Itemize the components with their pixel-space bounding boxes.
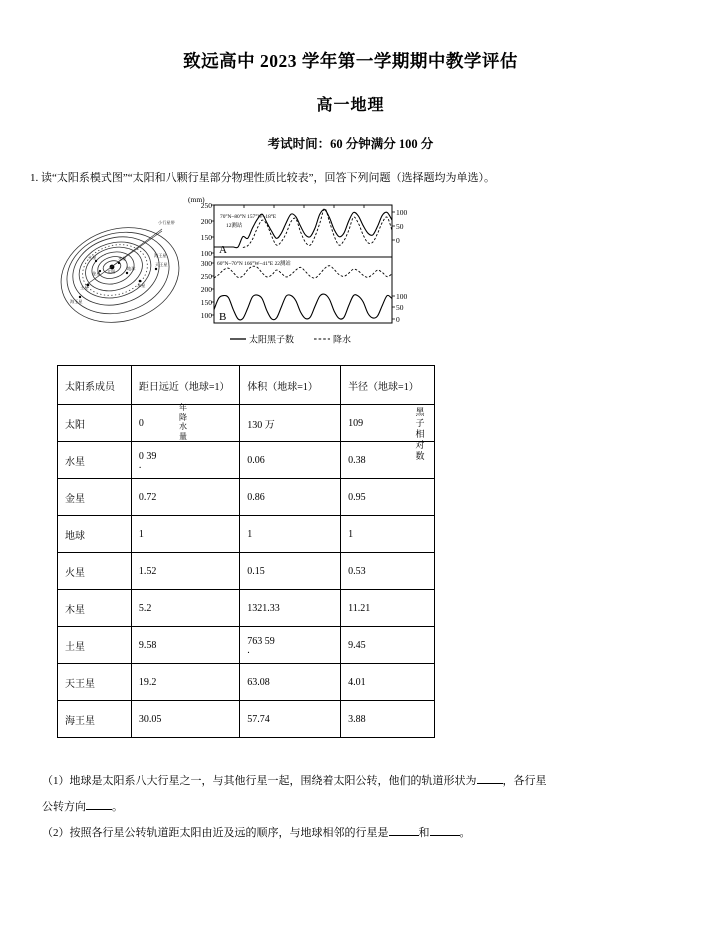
label-mars: 火星 [88, 255, 97, 260]
cell-member: 地球 [58, 516, 132, 553]
cell-distance: 5.2 [131, 590, 239, 627]
table-row [58, 627, 435, 664]
cell-distance: 0 39 . [131, 442, 239, 479]
sun-label: 太阳 [107, 269, 116, 274]
chart-series-sunspot-panel-B [214, 294, 392, 320]
legend-label-sunspot: 太阳黑子数 [249, 334, 295, 345]
table-header-cell: 半径（地球=1） [341, 366, 435, 405]
table-row [58, 590, 435, 627]
sub-question-2-part2: 和 [418, 827, 430, 839]
svg-text:250: 250 [200, 272, 212, 281]
cell-radius: 4.01 [341, 664, 435, 701]
svg-text:200: 200 [200, 285, 212, 294]
svg-text:150: 150 [200, 298, 212, 307]
sub-question-1-part1: 地球是太阳系八大行星之一，与其他行星一起，围绕着太阳公转，他们的轨道形状为 [69, 775, 477, 787]
table-row [58, 701, 435, 738]
svg-text:250: 250 [200, 201, 212, 210]
sub-question-1-part4: 。 [112, 801, 123, 813]
chart-ylabel: 年降水量 [179, 403, 187, 441]
panel-b-label: B [219, 311, 227, 323]
planet-properties-table [57, 365, 435, 738]
label-saturn: 土星 [80, 285, 89, 290]
table-header-row [58, 366, 435, 405]
cell-radius: 3.88 [341, 701, 435, 738]
label-uranus: 天王星 [155, 262, 168, 267]
table-row [58, 442, 435, 479]
cell-radius: 0.95 [341, 479, 435, 516]
chart-y2label: 黑子相对数 [415, 407, 425, 461]
panel-b-y2ticks [396, 292, 408, 324]
svg-text:0: 0 [396, 315, 400, 324]
cell-distance: 1 [131, 516, 239, 553]
svg-text:0: 0 [396, 236, 400, 245]
cell-radius: 109 [341, 405, 435, 442]
label-venus: 金星 [92, 271, 101, 276]
solar-system-diagram [58, 211, 198, 333]
panel-a-yticks [201, 201, 213, 258]
cell-radius: 0.38 [341, 442, 435, 479]
answer-blank-1b[interactable] [86, 798, 112, 810]
cell-member: 金星 [58, 479, 132, 516]
question-number: 1. [30, 172, 39, 184]
chart-unit: (mm) [188, 195, 205, 204]
cell-radius: 1 [341, 516, 435, 553]
answer-blank-2a[interactable] [389, 824, 419, 836]
table-row [58, 405, 435, 442]
cell-volume: 0.86 [240, 479, 341, 516]
cell-member: 火星 [58, 553, 132, 590]
cell-member: 土星 [58, 627, 132, 664]
table-row [58, 479, 435, 516]
cell-radius: 9.45 [341, 627, 435, 664]
sub-question-1 [42, 768, 701, 820]
sub-question-2-part3: 。 [459, 827, 471, 839]
cell-distance: 0.72 [131, 479, 239, 516]
svg-text:300: 300 [200, 259, 212, 268]
cell-volume: 57.74 [240, 701, 341, 738]
table-row [58, 553, 435, 590]
chart-legend [230, 334, 351, 345]
panel-b-yticks [201, 259, 213, 320]
label-mercury: 水星 [118, 256, 127, 261]
svg-text:50: 50 [396, 303, 404, 312]
sunspot-precipitation-chart [186, 193, 436, 349]
cell-volume: 63.08 [240, 664, 341, 701]
cell-radius: 0.53 [341, 553, 435, 590]
panel-a-annotation: 70°N~80°N 157°W~18°E [220, 214, 277, 220]
label-earth: 地球 [127, 266, 136, 271]
cell-distance: 30.05 [131, 701, 239, 738]
cell-distance: 0 [131, 405, 239, 442]
sub-question-2-label: （2） [42, 827, 70, 839]
label-jupiter: 木星 [137, 283, 146, 288]
sub-question-2-part1: 按照各行星公转轨道距太阳由近及远的顺序，与地球相邻的行星是 [69, 827, 389, 839]
page-title: 致远高中 2023 学年第一学期期中教学评估 [183, 51, 518, 71]
cell-member: 太阳 [58, 405, 132, 442]
label-uranus2: 海王星 [154, 253, 167, 258]
cell-volume: 763 59 . [240, 627, 341, 664]
label-neptune: 海王星 [70, 299, 83, 304]
cell-member: 水星 [58, 442, 132, 479]
cell-distance: 9.58 [131, 627, 239, 664]
table-header-cell: 体积（地球=1） [240, 366, 341, 405]
table-row [58, 664, 435, 701]
cell-volume: 1 [240, 516, 341, 553]
svg-text:100: 100 [200, 249, 212, 258]
cell-volume: 130 万 [240, 405, 341, 442]
sub-question-1-part3: 公转方向 [42, 801, 86, 813]
table-header-cell: 距日远近（地球=1） [131, 366, 239, 405]
asteroid-belt-label: 小行星带 [158, 220, 175, 225]
question-stem-text: 读“太阳系模式图”“太阳和八颗行星部分物理性质比较表”，回答下列问题（选择题均为单选）。 [41, 172, 496, 184]
cell-member: 木星 [58, 590, 132, 627]
svg-text:100: 100 [396, 208, 408, 217]
table-header-cell: 太阳系成员 [58, 366, 132, 405]
legend-label-precip: 降水 [333, 334, 352, 345]
svg-text:100: 100 [200, 311, 212, 320]
cell-volume: 1321.33 [240, 590, 341, 627]
exam-page [0, 48, 701, 925]
answer-blank-1a[interactable] [477, 772, 503, 784]
chart-series-precipitation-panel-B [214, 266, 392, 278]
cell-volume: 0.06 [240, 442, 341, 479]
question-stem [30, 169, 701, 185]
cell-distance: 1.52 [131, 553, 239, 590]
panel-a-annotation2: 12测站 [226, 223, 243, 229]
svg-text:50: 50 [396, 222, 404, 231]
cell-volume: 0.15 [240, 553, 341, 590]
panel-b-annotation: 60°N~70°N 166°W~41°E 22测站 [217, 261, 291, 267]
panel-a-y2ticks [396, 208, 408, 245]
svg-text:100: 100 [396, 292, 408, 301]
svg-text:200: 200 [200, 217, 212, 226]
subject-title: 高一地理 [316, 97, 385, 114]
svg-text:150: 150 [200, 233, 212, 242]
table-row [58, 516, 435, 553]
exam-info: 考试时间：60 分钟满分 100 分 [267, 137, 434, 151]
cell-member: 天王星 [58, 664, 132, 701]
panel-a-label: A [219, 244, 227, 256]
cell-member: 海王星 [58, 701, 132, 738]
sub-question-2 [42, 820, 701, 846]
sub-question-1-label: （1） [42, 775, 70, 787]
answer-blank-2b[interactable] [430, 824, 460, 836]
sub-question-1-part2: ，各行星 [502, 775, 547, 787]
cell-distance: 19.2 [131, 664, 239, 701]
cell-radius: 11.21 [341, 590, 435, 627]
